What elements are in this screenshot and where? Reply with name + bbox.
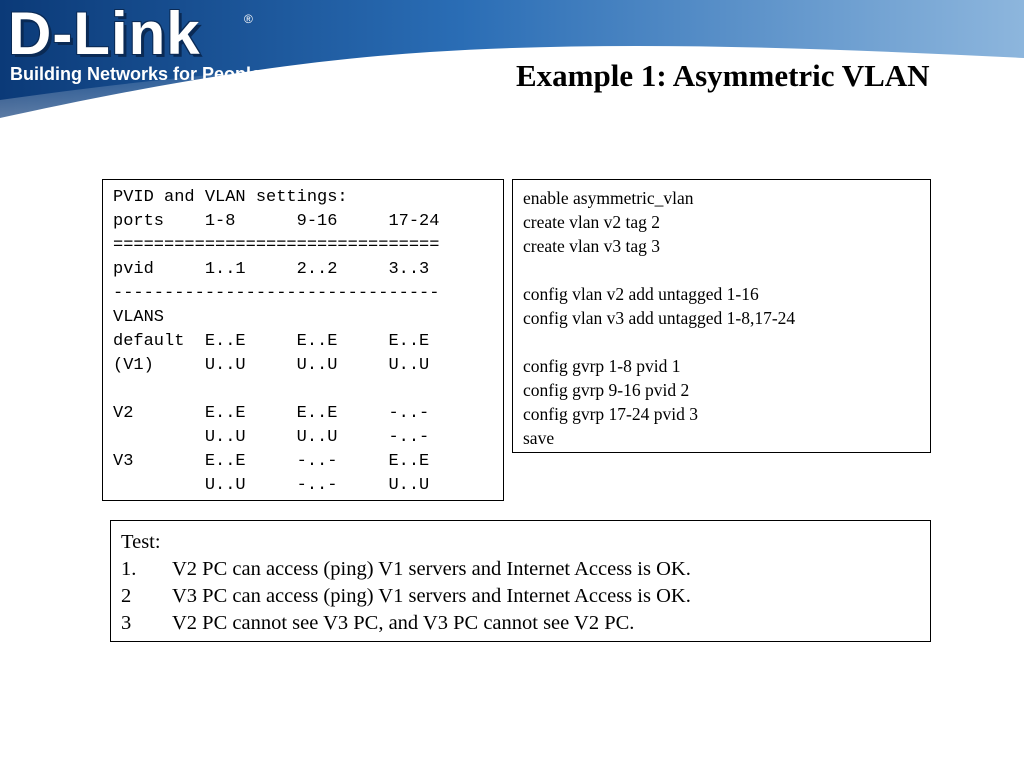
command-line: config vlan v3 add untagged 1-8,17-24	[523, 308, 796, 328]
test-item-text: V2 PC cannot see V3 PC, and V3 PC cannot see V2 PC.	[172, 612, 635, 634]
pvid-line: ports 1-8 9-16 17-24	[113, 212, 440, 231]
pvid-line: pvid 1..1 2..2 3..3	[113, 260, 430, 279]
pvid-line: U..U -..- U..U	[113, 476, 430, 495]
test-item-number: 2	[121, 585, 132, 607]
command-line	[523, 258, 920, 282]
test-item	[121, 556, 920, 583]
pvid-line: ================================	[113, 236, 440, 255]
test-heading: Test:	[121, 531, 161, 553]
pvid-line: (V1) U..U U..U U..U	[113, 356, 430, 375]
command-line: config gvrp 17-24 pvid 3	[523, 404, 698, 424]
command-line: save	[523, 428, 555, 448]
test-item	[121, 583, 920, 610]
test-item-number: 1.	[121, 558, 137, 580]
pvid-line: VLANS	[113, 308, 165, 327]
pvid-line: PVID and VLAN settings:	[113, 188, 348, 207]
pvid-line: V3 E..E -..- E..E	[113, 452, 430, 471]
test-item-text: V2 PC can access (ping) V1 servers and Internet Access is OK.	[172, 558, 691, 580]
logo-wordmark: D-Link	[8, 0, 201, 67]
slide-title: Example 1: Asymmetric VLAN	[516, 58, 930, 93]
registered-mark: ®	[244, 12, 253, 26]
test-item-number: 3	[121, 612, 132, 634]
test-box	[110, 520, 931, 642]
dlink-logo	[8, 0, 262, 85]
pvid-line: default E..E E..E E..E	[113, 332, 430, 351]
pvid-line: --------------------------------	[113, 284, 440, 303]
command-line: config gvrp 9-16 pvid 2	[523, 380, 690, 400]
command-line: config gvrp 1-8 pvid 1	[523, 356, 681, 376]
pvid-line	[113, 378, 493, 402]
command-line	[523, 330, 920, 354]
commands-box	[512, 179, 931, 453]
command-line: config vlan v2 add untagged 1-16	[523, 284, 759, 304]
pvid-vlan-settings-box	[102, 179, 504, 501]
command-line: create vlan v3 tag 3	[523, 236, 661, 256]
logo-tagline: Building Networks for People	[10, 64, 262, 84]
command-line: enable asymmetric_vlan	[523, 188, 694, 208]
pvid-line: V2 E..E E..E -..-	[113, 404, 430, 423]
test-item	[121, 610, 920, 637]
pvid-line: U..U U..U -..-	[113, 428, 430, 447]
command-line: create vlan v2 tag 2	[523, 212, 661, 232]
test-item-text: V3 PC can access (ping) V1 servers and Internet Access is OK.	[172, 585, 691, 607]
